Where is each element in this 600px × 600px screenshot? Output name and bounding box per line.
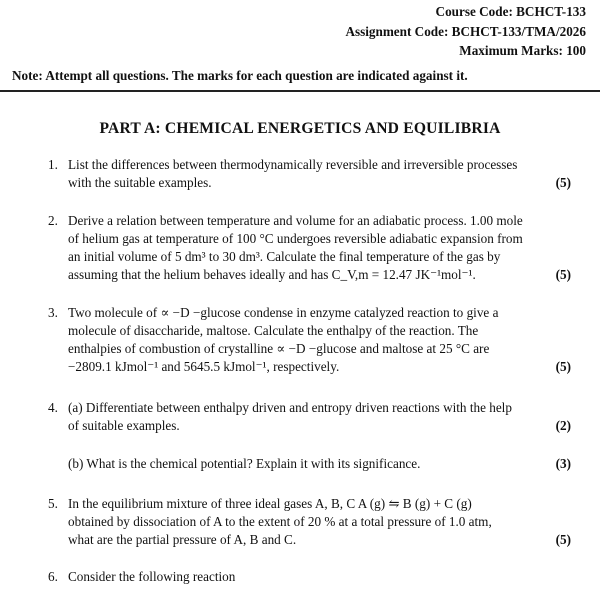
assignment-code: Assignment Code: BCHCT-133/TMA/2026 (345, 23, 586, 39)
question-number: 5. (48, 496, 58, 511)
question-marks: (5) (555, 359, 571, 374)
question-line: obtained by dissociation of A to the extent of 20 % at a total pressure of 1.0 atm, (68, 514, 492, 529)
question-line: Consider the following reaction (68, 569, 236, 584)
question-text (68, 495, 573, 549)
question-text (68, 304, 573, 376)
question-text (68, 212, 573, 284)
question-line: List the differences between thermodynamically reversible and irreversible processes (68, 157, 518, 172)
instructions-note: Note: Attempt all questions. The marks for each question are indicated against it. (12, 68, 468, 83)
header-divider (0, 90, 600, 92)
question-number: 3. (48, 305, 58, 320)
question-number: 1. (48, 157, 58, 172)
question-marks: (5) (555, 175, 571, 190)
assignment-header (345, 2, 586, 61)
question-line: (a) Differentiate between enthalpy driven and entropy driven reactions with the help (68, 400, 512, 415)
question-number: 2. (48, 213, 58, 228)
question-marks: (5) (555, 267, 571, 282)
question-line: enthalpies of combustion of crystalline ∝ −D −glucose and maltose at 25 °C are (68, 341, 490, 356)
question-text (68, 399, 573, 435)
question-subpart-b (68, 455, 573, 473)
question-number: 6. (48, 569, 58, 584)
question-number: 4. (48, 400, 58, 415)
part-title: PART A: CHEMICAL ENERGETICS AND EQUILIBRIA (99, 120, 501, 137)
question-marks: (5) (555, 532, 571, 547)
question-line: −2809.1 kJmol⁻¹ and 5645.5 kJmol⁻¹, respectively. (68, 359, 340, 374)
question-line: Derive a relation between temperature and volume for an adiabatic process. 1.00 mole (68, 213, 523, 228)
question-line: what are the partial pressure of A, B and C. (68, 532, 297, 547)
question-line: of suitable examples. (68, 418, 180, 433)
question-text (68, 156, 573, 192)
question-marks: (2) (555, 418, 571, 433)
question-line: of helium gas at temperature of 100 °C undergoes reversible adiabatic expansion from (68, 231, 523, 246)
question-line: assuming that the helium behaves ideally and has C_V,m = 12.47 JK⁻¹mol⁻¹. (68, 267, 476, 282)
question-line: with the suitable examples. (68, 175, 212, 190)
course-code: Course Code: BCHCT-133 (435, 4, 586, 19)
question-line: Two molecule of ∝ −D −glucose condense in enzyme catalyzed reaction to give a (68, 305, 499, 320)
question-line: an initial volume of 5 dm³ to 30 dm³. Calculate the final temperature of the gas by (68, 249, 501, 264)
question-line: molecule of disaccharide, maltose. Calculate the enthalpy of the reaction. The (68, 323, 479, 338)
question-marks: (3) (555, 456, 571, 471)
maximum-marks: Maximum Marks: 100 (459, 43, 586, 58)
question-text (68, 568, 573, 586)
question-line: In the equilibrium mixture of three ideal gases A, B, C A (g) ⇋ B (g) + C (g) (68, 496, 472, 511)
question-line: (b) What is the chemical potential? Explain it with its significance. (68, 456, 421, 471)
